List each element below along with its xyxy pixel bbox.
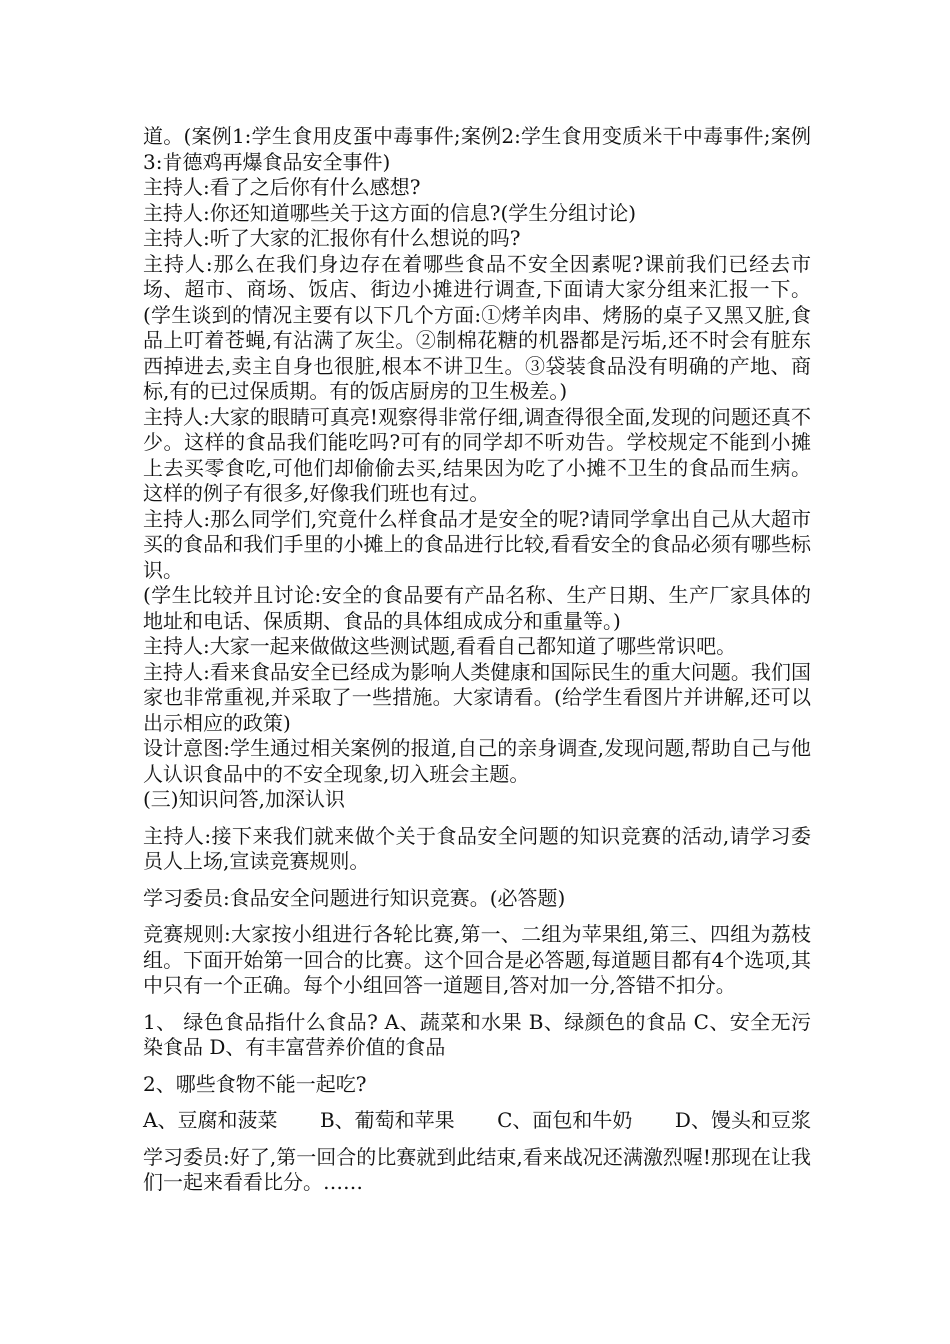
committee-line: 学习委员:食品安全问题进行知识竞赛。(必答题): [143, 885, 566, 910]
host-line-contest: 主持人:接下来我们就来做个关于食品安全问题的知识竞赛的活动,请学习委员人上场,宣读竞赛规则。: [143, 823, 811, 873]
host-line-observation: 主持人:大家的眼睛可真亮!观察得非常仔细,调查得很全面,发现的问题还真不少。这样的食品我们能吃吗?可有的同学却不听劝告。学校规定不能到小摊上去买零食吃,可他们却偷偷去买,结果因为吃了小摊不卫生的食品而生病。这样的例子有很多,好像我们班也有过。: [143, 404, 811, 505]
option-d: D、馒头和豆浆: [674, 1108, 811, 1132]
host-line-safe-food: 主持人:那么同学们,究竟什么样食品才是安全的呢?请同学拿出自己从大超市买的食品和我们手里的小摊上的食品进行比较,看看安全的食品必须有哪些标识。: [143, 506, 811, 582]
closing-line: 学习委员:好了,第一回合的比赛就到此结束,看来战况还满激烈喔!那现在让我们一起来看看比分。……: [143, 1144, 811, 1194]
design-intent: 设计意图:学生通过相关案例的报道,自己的亲身调查,发现问题,帮助自己与他人认识食品中的不安全现象,切入班会主题。: [143, 736, 811, 786]
question-1: 1、 绿色食品指什么食品? A、蔬菜和水果 B、绿颜色的食品 C、安全无污染食品 D、有丰富营养价值的食品: [143, 1009, 811, 1059]
contest-rules: 竞赛规则:大家按小组进行各轮比赛,第一、二组为苹果组,第三、四组为荔枝组。下面开始第一回合的比赛。这个回合是必答题,每道题目都有4个选项,其中只有一个正确。每个小组回答一道题目,答对加一分,答错不扣分。: [143, 922, 811, 997]
option-a: A、豆腐和菠菜: [143, 1108, 278, 1132]
host-line-feelings: 主持人:看了之后你有什么感想?: [143, 175, 421, 199]
question-2: 2、哪些食物不能一起吃?: [143, 1071, 367, 1096]
host-line-quiz: 主持人:大家一起来做做这些测试题,看看自己都知道了哪些常识吧。: [143, 634, 737, 658]
document-body: [143, 124, 811, 1196]
section-heading: (三)知识问答,加深认识: [143, 787, 345, 811]
option-c: C、面包和牛奶: [497, 1108, 633, 1132]
student-discussion: (学生比较并且讨论:安全的食品要有产品名称、生产日期、生产厂家具体的地址和电话、保质期、食品的具体组成成分和重量等。): [143, 583, 811, 633]
question-2-options: [143, 1108, 811, 1134]
host-line-info: 主持人:你还知道哪些关于这方面的信息?(学生分组讨论): [143, 200, 637, 225]
host-line-report: 主持人:听了大家的汇报你有什么想说的吗?: [143, 226, 521, 250]
option-b: B、葡萄和苹果: [319, 1108, 455, 1132]
host-line-policy: 主持人:看来食品安全已经成为影响人类健康和国际民生的重大问题。我们国家也非常重视,并采取了一些措施。大家请看。(给学生看图片并讲解,还可以出示相应的政策): [143, 659, 811, 735]
host-line-unsafe-factors: 主持人:那么在我们身边存在着哪些食品不安全因素呢?课前我们已经去市场、超市、商场、饭店、街边小摊进行调查,下面请大家分组来汇报一下。(学生谈到的情况主要有以下几个方面:①烤羊肉串、烤肠的桌子又黑又脏,食品上叮着苍蝇,有沾满了灰尘。②制棉花糖的机器都是污垢,还不时会有脏东西掉进去,卖主自身也很脏,根本不讲卫生。③袋装食品没有明确的产地、商标,有的已过保质期。有的饭店厨房的卫生极差。): [143, 251, 811, 403]
case-paragraph: 道。(案例1:学生食用皮蛋中毒事件;案例2:学生食用变质米干中毒事件;案例3:肯德鸡再爆食品安全事件): [143, 124, 811, 174]
